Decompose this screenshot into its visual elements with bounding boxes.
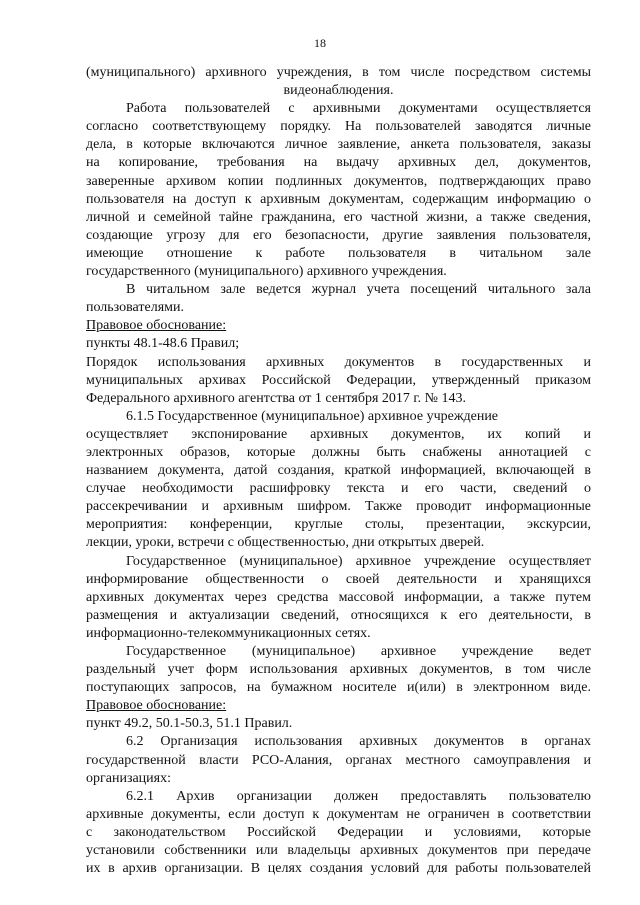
text-line — [86, 534, 591, 552]
text-line-content: муниципальных архивах Российской Федерации, утвержденный приказом — [86, 372, 591, 388]
text-line — [86, 281, 591, 299]
text-line-content: государственной власти РСО-Алания, органах местного самоуправления и — [86, 752, 591, 768]
text-line — [86, 571, 591, 589]
text-line — [86, 136, 591, 154]
text-line-content: архивных документах через средства массовой информации, а также путем — [86, 589, 591, 605]
text-line-content: организациях: — [86, 770, 171, 786]
text-line — [86, 625, 591, 643]
text-line-content: размещения и актуализации сведений, относящихся к его деятельности, в — [86, 607, 591, 623]
text-line — [86, 209, 591, 227]
text-line — [86, 408, 591, 426]
text-line — [86, 191, 591, 209]
text-line — [86, 480, 591, 498]
text-line-content: личной и семейной тайне гражданина, его частной жизни, а также сведения, — [86, 209, 591, 225]
text-line-content: 6.1.5 Государственное (муниципальное) архивное учреждение — [126, 408, 499, 424]
text-line — [86, 245, 591, 263]
text-line — [86, 444, 591, 462]
text-line-content: дела, в которые включаются личное заявление, анкета пользователя, заказы — [86, 137, 591, 153]
text-line-content: пользователями. — [86, 300, 185, 316]
text-line-content: архивные документы, если доступ к документам не ограничен в соответствии — [86, 806, 591, 822]
text-line-content: пользователя на доступ к архивным документам, содержащим информацию о — [86, 191, 591, 207]
text-line — [86, 860, 591, 878]
text-line-content: создающие угрозу для его безопасности, другие заявления пользователя, — [86, 227, 591, 243]
text-line — [86, 317, 591, 335]
text-line-content: согласно соответствующему порядку. На пользователей заводятся личные — [86, 119, 591, 135]
text-line — [86, 173, 591, 191]
text-line — [86, 354, 591, 372]
text-line-content: Федерального архивного агентства от 1 сентября 2017 г. № 143. — [86, 390, 466, 406]
text-line — [86, 372, 591, 390]
text-line — [86, 733, 591, 751]
text-line — [86, 263, 591, 281]
text-line-content: 6.2.1 Архив организации должен предоставлять пользователю — [126, 788, 591, 804]
text-line — [86, 299, 591, 317]
text-line-content: их в архив организации. В целях создания условий для работы пользователей — [86, 861, 591, 877]
text-line-content: Правовое обоснование: — [86, 318, 227, 334]
text-line — [86, 661, 591, 679]
text-line-content: мероприятия: конференции, круглые столы, презентации, экскурсии, — [86, 517, 591, 533]
text-line — [86, 516, 591, 534]
text-line-content: Правовое обоснование: — [86, 698, 227, 714]
text-line-content: рассекречивании и архивным шифром. Также проводит информационные — [86, 499, 591, 515]
text-line-content: Государственное (муниципальное) архивное учреждение осуществляет — [126, 553, 591, 569]
text-line-content: поступающих запросов, на бумажном носителе и(или) в электронном виде. — [86, 680, 591, 696]
text-line — [86, 390, 591, 408]
text-line-content: названием документа, датой создания, краткой информацией, включающей в — [86, 463, 591, 479]
text-line — [86, 806, 591, 824]
text-line-content: Порядок использования архивных документов в государственных и — [86, 354, 591, 370]
text-line-content: информационно-телекоммуникационных сетях. — [86, 625, 371, 641]
text-line — [86, 154, 591, 172]
text-line — [86, 607, 591, 625]
text-line — [86, 426, 591, 444]
text-line-content: лекции, уроки, встречи с общественностью, дни открытых дверей. — [86, 535, 485, 551]
text-line-content: заверенные архивом копии подлинных документов, подтверждающих право — [86, 173, 591, 189]
text-line — [86, 64, 591, 82]
text-line — [86, 824, 591, 842]
text-line — [86, 679, 591, 697]
text-line-content: государственного (муниципального) архивного учреждения. — [86, 264, 447, 280]
text-line-content: имеющие отношение к работе пользователя в читальном зале — [86, 245, 591, 261]
text-line — [86, 462, 591, 480]
text-line-content: на копирование, требования на выдачу архивных дел, документов, — [86, 155, 591, 171]
text-line-content: Государственное (муниципальное) архивное учреждение ведет — [126, 644, 591, 659]
text-line-content: осуществляет экспонирование архивных документов, их копий и — [86, 426, 591, 442]
text-line-content: установили собственники или владельцы архивных документов при передаче — [86, 843, 591, 859]
body-text — [86, 64, 591, 878]
text-line — [86, 752, 591, 770]
text-line-content: пункт 49.2, 50.1-50.3, 51.1 Правил. — [86, 716, 293, 732]
text-line — [86, 100, 591, 118]
text-line — [86, 715, 591, 733]
text-line — [86, 498, 591, 516]
page-number: 18 — [314, 36, 326, 50]
text-line — [86, 589, 591, 607]
text-line-content: Работа пользователей с архивными документами осуществляется — [126, 101, 591, 117]
text-line-content: пункты 48.1-48.6 Правил; — [86, 336, 240, 352]
text-line — [86, 770, 591, 788]
text-line-content: видеонаблюдения. — [283, 83, 394, 99]
text-line-content: раздельный учет форм использования архивных документов, в том числе — [86, 662, 591, 678]
text-line — [86, 842, 591, 860]
text-line-content: В читальном зале ведется журнал учета посещений читального зала — [126, 282, 591, 298]
text-line-content: информирование общественности о своей деятельности и хранящихся — [86, 571, 591, 587]
text-line — [86, 82, 591, 100]
text-line — [86, 227, 591, 245]
text-line — [86, 697, 591, 715]
text-line — [86, 643, 591, 661]
text-line — [86, 553, 591, 571]
text-line-content: случае необходимости расшифровку текста и его части, сведений о — [86, 481, 591, 497]
text-line-content: электронных образов, которые должны быть снабжены аннотацией с — [86, 444, 591, 460]
text-line-content: (муниципального) архивного учреждения, в том числе посредством системы — [86, 65, 591, 80]
text-line-content: с законодательством Российской Федерации и условиями, которые — [86, 824, 591, 840]
text-line — [86, 335, 591, 353]
text-line — [86, 788, 591, 806]
text-line — [86, 118, 591, 136]
text-line-content: 6.2 Организация использования архивных документов в органах — [126, 734, 591, 750]
